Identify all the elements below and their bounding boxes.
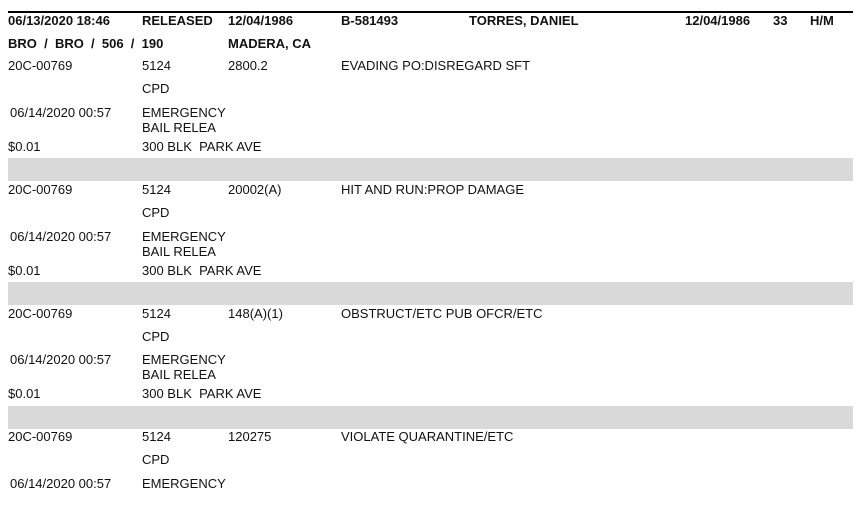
agency: CPD — [142, 81, 170, 96]
release-datetime: 06/14/2020 00:57 — [10, 105, 112, 120]
row-separator — [8, 158, 853, 181]
date-of-birth: 12/04/1986 — [228, 13, 294, 28]
release-datetime: 06/14/2020 00:57 — [10, 352, 112, 367]
statute: 20002(A) — [228, 182, 282, 197]
release-line-1: EMERGENCY — [142, 476, 226, 491]
booking-number: B-581493 — [341, 13, 399, 28]
charge-description: HIT AND RUN:PROP DAMAGE — [341, 182, 524, 197]
case-number: 20C-00769 — [8, 429, 73, 444]
release-line-1: EMERGENCY — [142, 105, 226, 120]
date-of-birth-2: 12/04/1986 — [685, 13, 751, 28]
arrest-address: 300 BLK PARK AVE — [142, 139, 262, 154]
officer-id: 5124 — [142, 429, 171, 444]
booking-status: RELEASED — [142, 13, 213, 28]
officer-id: 5124 — [142, 306, 171, 321]
bail-amount: $0.01 — [8, 263, 41, 278]
officer-id: 5124 — [142, 182, 171, 197]
bail-amount: $0.01 — [8, 139, 41, 154]
statute: 148(A)(1) — [228, 306, 283, 321]
officer-id: 5124 — [142, 58, 171, 73]
agency: CPD — [142, 452, 170, 467]
release-disposition — [142, 229, 226, 259]
arrest-address: 300 BLK PARK AVE — [142, 263, 262, 278]
race-sex: H/M — [810, 13, 834, 28]
inmate-name: TORRES, DANIEL — [469, 13, 579, 28]
physical-description: BRO / BRO / 506 / 190 — [8, 36, 164, 51]
case-number: 20C-00769 — [8, 58, 73, 73]
row-separator — [8, 406, 853, 429]
release-line-2: BAIL RELEA — [142, 244, 216, 259]
statute: 2800.2 — [228, 58, 268, 73]
release-disposition — [142, 352, 226, 382]
row-separator — [8, 282, 853, 305]
release-line-2: BAIL RELEA — [142, 367, 216, 382]
release-line-1: EMERGENCY — [142, 229, 226, 244]
release-disposition — [142, 105, 226, 135]
release-datetime: 06/14/2020 00:57 — [10, 476, 112, 491]
release-line-1: EMERGENCY — [142, 352, 226, 367]
location: MADERA, CA — [228, 36, 312, 51]
agency: CPD — [142, 205, 170, 220]
age: 33 — [773, 13, 788, 28]
case-number: 20C-00769 — [8, 182, 73, 197]
release-datetime: 06/14/2020 00:57 — [10, 229, 112, 244]
bail-amount: $0.01 — [8, 386, 41, 401]
release-line-2: BAIL RELEA — [142, 120, 216, 135]
charge-description: VIOLATE QUARANTINE/ETC — [341, 429, 514, 444]
charge-description: EVADING PO:DISREGARD SFT — [341, 58, 531, 73]
charge-description: OBSTRUCT/ETC PUB OFCR/ETC — [341, 306, 543, 321]
arrest-address: 300 BLK PARK AVE — [142, 386, 262, 401]
case-number: 20C-00769 — [8, 306, 73, 321]
agency: CPD — [142, 329, 170, 344]
statute: 120275 — [228, 429, 272, 444]
booking-datetime: 06/13/2020 18:46 — [8, 13, 110, 28]
